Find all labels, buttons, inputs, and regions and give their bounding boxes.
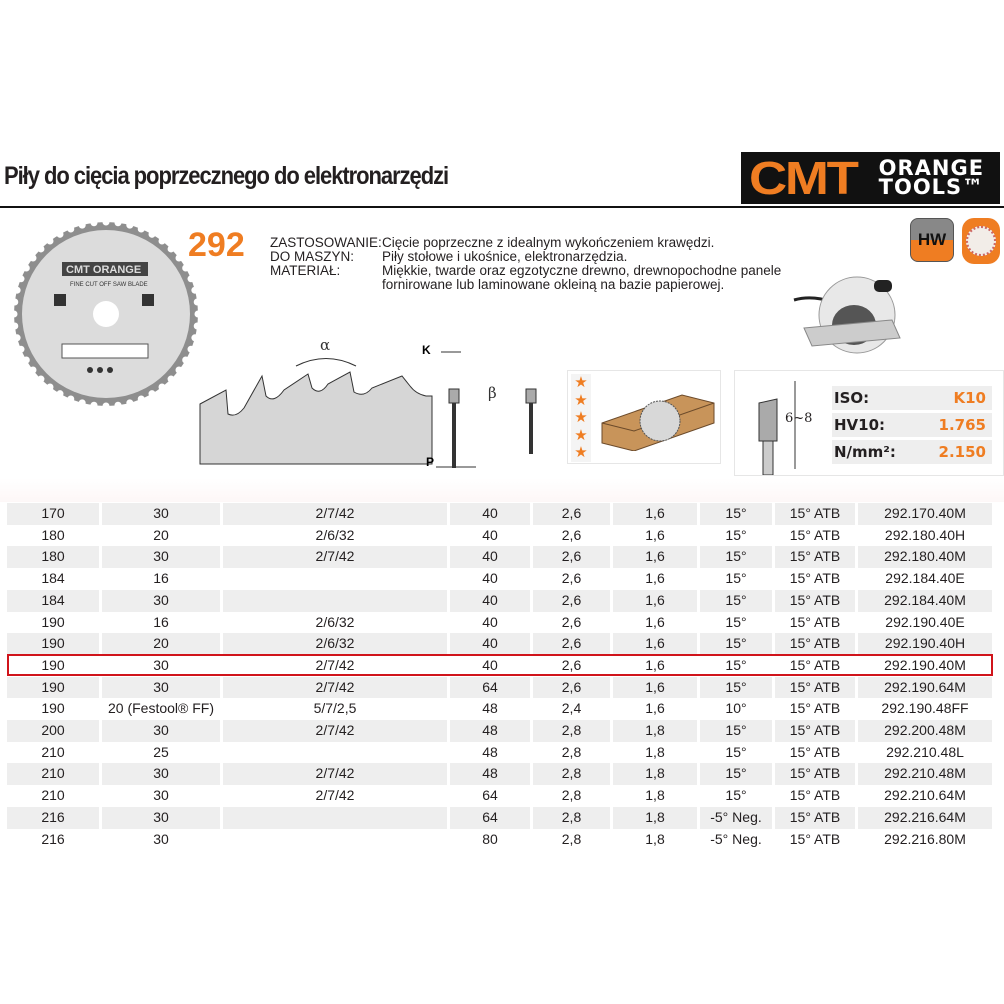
table-row <box>7 785 992 807</box>
table-cell: 1,8 <box>613 763 697 785</box>
table-cell: 2,8 <box>533 720 610 742</box>
table-cell: 15° <box>725 613 747 630</box>
table-cell: 292.180.40H <box>884 526 966 543</box>
table-cell: 2/6/32 <box>223 633 447 655</box>
table-cell: 210 <box>41 787 65 804</box>
table-cell: 292.180.40M <box>858 546 992 568</box>
table-cell: 2,4 <box>561 700 582 717</box>
table-row <box>7 568 992 590</box>
table-cell: 1,8 <box>645 743 665 760</box>
table-cell: 2/7/42 <box>223 503 447 525</box>
spec-label: DO MASZYN: <box>270 249 355 264</box>
table-cell: 184 <box>7 590 99 612</box>
table-cell: 292.170.40M <box>858 503 992 525</box>
table-cell: 292.184.40M <box>858 590 992 612</box>
table-cell: 1,8 <box>645 787 665 804</box>
table-row <box>7 677 992 699</box>
tooth-geometry-diagram <box>196 336 546 476</box>
table-cell <box>223 742 447 764</box>
table-cell: -5° Neg. <box>710 830 762 847</box>
table-cell: 15° ATB <box>789 570 841 587</box>
table-cell: 48 <box>450 763 530 785</box>
table-cell: 2,8 <box>561 743 582 760</box>
table-cell: 292.200.48M <box>858 720 992 742</box>
table-cell: 40 <box>482 526 498 543</box>
table-cell: 190 <box>41 700 65 717</box>
spec-label <box>270 278 382 292</box>
table-cell: 30 <box>153 787 169 804</box>
hw-badge-icon: HW <box>910 218 954 262</box>
table-cell: 292.216.64M <box>858 807 992 829</box>
logo-orange: ORANGE <box>878 156 985 180</box>
table-header-band <box>0 478 1004 502</box>
table-cell: 2,6 <box>533 633 610 655</box>
table-cell: 48 <box>450 720 530 742</box>
table-cell: 15° ATB <box>775 546 855 568</box>
table-row <box>7 590 992 612</box>
table-cell: 15° ATB <box>775 720 855 742</box>
logo-tools: TOOLS™ <box>878 175 985 199</box>
table-cell: 30 <box>153 830 169 847</box>
table-row <box>7 525 992 547</box>
table-row <box>7 546 992 568</box>
blade-table <box>4 503 995 850</box>
table-cell: 20 <box>102 633 220 655</box>
blade-badge-icon <box>962 218 1000 264</box>
table-cell: 292.210.48L <box>886 743 964 760</box>
table-cell: 80 <box>482 830 498 847</box>
title-divider <box>0 206 1004 208</box>
spec-label: MATERIAŁ: <box>270 263 341 278</box>
table-cell: 15° ATB <box>789 830 841 847</box>
table-cell: 15° ATB <box>789 743 841 760</box>
table-cell: 200 <box>7 720 99 742</box>
svg-text:β: β <box>488 384 497 402</box>
spec-label: ZASTOSOWANIE: <box>270 235 382 250</box>
table-cell: 16 <box>153 613 169 630</box>
iso-label: ISO: <box>834 389 870 407</box>
table-cell: 190 <box>41 656 65 673</box>
table-cell: 2,8 <box>533 807 610 829</box>
table-cell: 15° <box>700 546 772 568</box>
cmt-logo <box>741 152 1000 204</box>
table-cell: 15° ATB <box>775 633 855 655</box>
spec-value: Miękkie, twarde oraz egzotyczne drewno, drewnopochodne panele <box>382 263 782 278</box>
table-cell: 15° ATB <box>775 677 855 699</box>
table-row <box>7 698 992 720</box>
table-cell: 190 <box>7 633 99 655</box>
table-cell: 292.190.40M <box>884 656 966 673</box>
table-cell: 180 <box>7 546 99 568</box>
table-cell: 2/7/42 <box>223 546 447 568</box>
rating-box <box>567 370 721 464</box>
table-row <box>7 720 992 742</box>
table-cell: 40 <box>450 633 530 655</box>
table-cell: 15° <box>725 526 747 543</box>
series-number: 292 <box>188 226 245 264</box>
logo-cmt-text: CMT <box>749 152 857 204</box>
table-cell: 48 <box>482 743 498 760</box>
svg-text:P: P <box>426 455 435 469</box>
table-cell: -5° Neg. <box>700 807 772 829</box>
table-cell: 20 (Festool® FF) <box>107 700 214 717</box>
tooth-height-label: 6~8 <box>785 411 813 426</box>
table-cell: 1,6 <box>645 570 665 587</box>
table-cell: 292.210.64M <box>884 787 966 804</box>
table-cell: 15° <box>725 570 747 587</box>
table-cell: 30 <box>102 720 220 742</box>
svg-text:α: α <box>320 336 331 354</box>
nmm-label: N/mm²: <box>834 443 896 461</box>
table-cell: 48 <box>482 700 498 717</box>
table-cell: 1,6 <box>645 526 665 543</box>
table-cell: 30 <box>153 656 169 673</box>
table-row <box>7 612 992 634</box>
table-cell: 216 <box>7 807 99 829</box>
table-cell: 1,8 <box>613 720 697 742</box>
table-cell: 15° <box>700 677 772 699</box>
table-cell: 15° <box>700 633 772 655</box>
table-cell: 10° <box>725 700 747 717</box>
table-cell: 1,6 <box>613 546 697 568</box>
svg-text:CMT ORANGE: CMT ORANGE <box>66 264 142 276</box>
table-cell: 210 <box>7 763 99 785</box>
iso-row <box>832 386 992 410</box>
table-cell <box>223 807 447 829</box>
table-cell: 15° <box>700 763 772 785</box>
table-cell: 1,6 <box>645 700 665 717</box>
table-cell: 64 <box>450 807 530 829</box>
table-cell: 15° <box>725 743 747 760</box>
table-cell: 15° ATB <box>789 613 841 630</box>
table-cell: 15° ATB <box>775 763 855 785</box>
table-cell: 210 <box>41 743 65 760</box>
table-cell: 30 <box>102 807 220 829</box>
table-cell: 30 <box>102 590 220 612</box>
table-cell: 1,6 <box>645 656 665 673</box>
table-cell: 25 <box>153 743 169 760</box>
table-cell: 15° ATB <box>789 700 841 717</box>
table-cell: 2/7/42 <box>315 656 355 673</box>
table-cell: 15° ATB <box>789 656 841 673</box>
table-cell: 190 <box>7 677 99 699</box>
table-cell: 15° <box>700 590 772 612</box>
table-row <box>7 763 992 785</box>
svg-text:FINE CUT OFF SAW BLADE: FINE CUT OFF SAW BLADE <box>70 282 148 288</box>
table-cell: 15° <box>725 656 747 673</box>
table-cell: 2,6 <box>561 613 582 630</box>
table-cell: 64 <box>482 787 498 804</box>
table-cell: 1,6 <box>613 677 697 699</box>
table-cell: 16 <box>153 570 169 587</box>
table-cell: 30 <box>102 763 220 785</box>
table-cell: 180 <box>41 526 65 543</box>
spec-value: Piły stołowe i ukośnice, elektronarzędzia. <box>382 249 628 264</box>
page-title: Piły do cięcia poprzecznego do elektronarzędzi <box>4 162 449 190</box>
tooth-height-diagram <box>755 379 805 475</box>
table-cell: 2,6 <box>533 677 610 699</box>
star-rating-icon: ★ ★ ★ ★ ★ <box>571 374 591 462</box>
hv10-label: HV10: <box>834 416 886 434</box>
table-cell: 2,6 <box>561 656 582 673</box>
logo-orange-tools <box>878 156 985 199</box>
spec-value: fornirowane lub laminowane okleiną na bazie papierowej. <box>382 277 725 292</box>
saw-blade-image <box>6 214 206 414</box>
wood-cut-icon <box>598 381 716 451</box>
table-cell: 292.210.48M <box>858 763 992 785</box>
hv10-value: 1.765 <box>938 416 986 434</box>
spec-list <box>270 236 781 292</box>
table-cell: 1,6 <box>613 503 697 525</box>
table-cell: 1,6 <box>645 613 665 630</box>
circular-saw-icon <box>792 270 912 365</box>
table-cell: 40 <box>482 613 498 630</box>
table-cell: 40 <box>450 590 530 612</box>
svg-text:K: K <box>422 343 431 357</box>
table-cell <box>223 829 447 851</box>
table-cell: 1,6 <box>613 590 697 612</box>
table-cell: 292.216.80M <box>884 830 966 847</box>
table-cell: 5/7/2,5 <box>313 700 357 717</box>
table-row <box>7 807 992 829</box>
table-cell: 15° ATB <box>775 590 855 612</box>
table-cell: 2/7/42 <box>223 763 447 785</box>
table-cell: 292.184.40E <box>885 570 965 587</box>
table-row <box>7 829 992 851</box>
table-cell: 2,6 <box>561 570 582 587</box>
table-cell: 292.190.40E <box>885 613 965 630</box>
table-cell: 2,6 <box>561 526 582 543</box>
nmm-value: 2.150 <box>938 443 986 461</box>
table-cell: 2,8 <box>561 787 582 804</box>
table-cell: 40 <box>450 546 530 568</box>
table-cell: 15° <box>725 787 747 804</box>
table-cell: 15° ATB <box>789 526 841 543</box>
iso-value: K10 <box>953 389 986 407</box>
table-cell: 15° <box>700 503 772 525</box>
table-cell: 2/7/42 <box>223 677 447 699</box>
table-cell: 2,8 <box>561 830 582 847</box>
table-cell: 184 <box>41 570 65 587</box>
table-cell: 2,6 <box>533 546 610 568</box>
table-cell: 190 <box>41 613 65 630</box>
table-row <box>7 655 992 677</box>
table-cell: 20 <box>153 526 169 543</box>
table-cell: 30 <box>102 677 220 699</box>
table-cell: 2/6/32 <box>315 613 355 630</box>
table-cell <box>223 590 447 612</box>
table-cell: 1,8 <box>645 830 665 847</box>
table-cell: 170 <box>7 503 99 525</box>
table-cell: 15° ATB <box>775 807 855 829</box>
table-cell: 2,8 <box>533 763 610 785</box>
table-cell: 30 <box>102 503 220 525</box>
table-cell: 2/7/42 <box>315 787 355 804</box>
table-cell: 40 <box>450 503 530 525</box>
table-cell: 15° <box>700 720 772 742</box>
table-row <box>7 503 992 525</box>
table-cell <box>223 568 447 590</box>
table-cell: 292.190.48FF <box>881 700 969 717</box>
table-cell: 15° ATB <box>789 787 841 804</box>
spec-value: Cięcie poprzeczne z idealnym wykończeniem krawędzi. <box>382 235 715 250</box>
table-cell: 216 <box>41 830 65 847</box>
table-cell: 292.190.40H <box>858 633 992 655</box>
table-cell: 40 <box>482 656 498 673</box>
table-cell: 15° ATB <box>775 503 855 525</box>
nmm-row <box>832 440 992 464</box>
table-cell: 30 <box>102 546 220 568</box>
table-cell: 2/6/32 <box>315 526 355 543</box>
table-cell: 2/7/42 <box>223 720 447 742</box>
table-cell: 2,6 <box>533 590 610 612</box>
table-cell: 1,8 <box>613 807 697 829</box>
table-cell: 2,6 <box>533 503 610 525</box>
hv10-row <box>832 413 992 437</box>
table-cell: 64 <box>450 677 530 699</box>
table-row <box>7 633 992 655</box>
table-cell: 292.190.64M <box>858 677 992 699</box>
table-row <box>7 742 992 764</box>
table-cell: 40 <box>482 570 498 587</box>
table-cell: 1,6 <box>613 633 697 655</box>
